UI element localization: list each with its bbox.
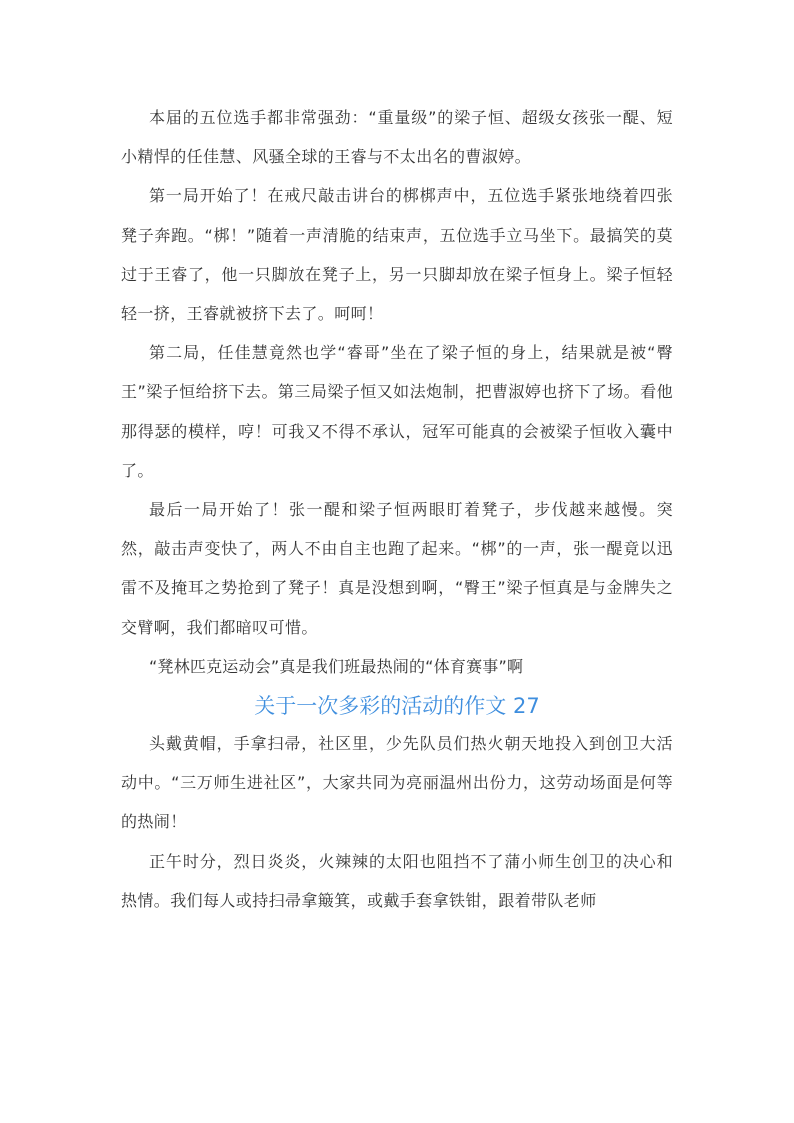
paragraph-contestants: 本届的五位选手都非常强劲：“重量级”的梁子恒、超级女孩张一醍、短小精悍的任佳慧、风骚全球的王睿与不太出名的曹淑婷。: [121, 108, 673, 167]
paragraph-conclusion: “凳林匹克运动会”真是我们班最热闹的“体育赛事”啊: [149, 656, 524, 676]
paragraph-community-cleanup: 头戴黄帽，手拿扫帚，社区里，少先队员们热火朝天地投入到创卫大活动中。“三万师生进社区”，大家共同为亮丽温州出份力，这劳动场面是何等的热闹！: [121, 734, 673, 832]
paragraph-round-one: 第一局开始了！在戒尺敲击讲台的梆梆声中，五位选手紧张地绕着四张凳子奔跑。“梆！”随着一声清脆的结束声，五位选手立马坐下。最搞笑的莫过于王睿了，他一只脚放在凳子上，另一只脚却放在梁子恒身上。梁子恒轻轻一挤，王睿就被挤下去了。呵呵！: [121, 186, 673, 324]
paragraph-final-round: 最后一局开始了！张一醍和梁子恒两眼盯着凳子，步伐越来越慢。突然，敲击声变快了，两人不由自主也跑了起来。“梆”的一声，张一醍竟以迅雷不及掩耳之势抢到了凳子！真是没想到啊，“臀王”梁子恒真是与金牌失之交臂啊，我们都暗叹可惜。: [121, 500, 673, 637]
essay-heading: 关于一次多彩的活动的作文 27: [254, 694, 540, 719]
paragraph-noon: 正午时分，烈日炎炎，火辣辣的太阳也阻挡不了蒲小师生创卫的决心和热情。我们每人或持扫帚拿簸箕，或戴手套拿铁钳，跟着带队老师: [121, 851, 673, 910]
paragraph-round-two-three: 第二局，任佳慧竟然也学“睿哥”坐在了梁子恒的身上，结果就是被“臀王”梁子恒给挤下去。第三局梁子恒又如法炮制，把曹淑婷也挤下了场。看他那得瑟的模样，哼！可我又不得不承认，冠军可能真的会被梁子恒收入囊中了。: [121, 343, 673, 480]
document-page: [121, 98, 673, 920]
